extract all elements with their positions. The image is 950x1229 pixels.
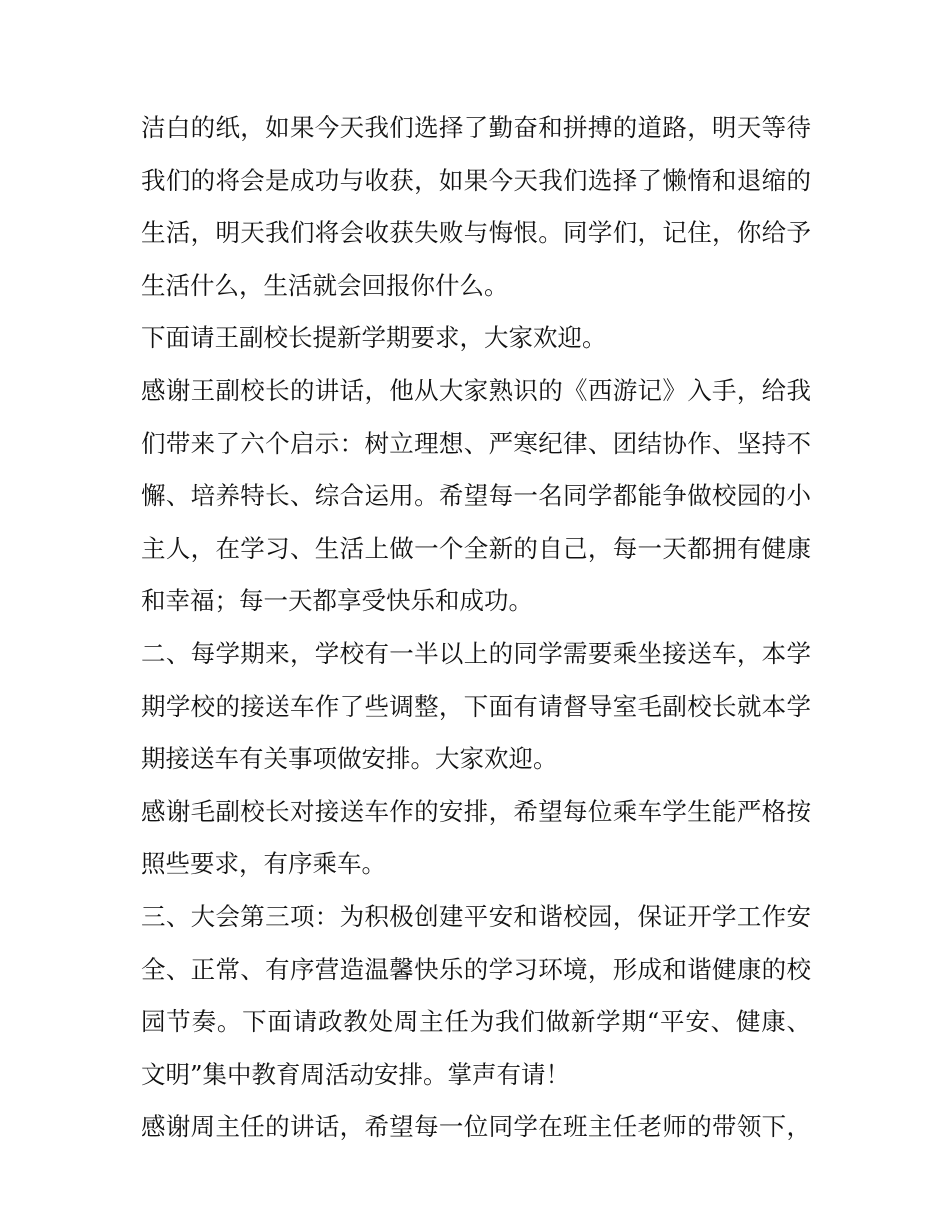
text-line: 感谢周主任的讲话，希望每一位同学在班主任老师的带领下， (141, 1112, 811, 1142)
text-line: 三、大会第三项：为积极创建平安和谐校园，保证开学工作安 (141, 901, 811, 931)
text-line: 下面请王副校长提新学期要求，大家欢迎。 (141, 323, 607, 353)
text-line: 我们的将会是成功与收获，如果今天我们选择了懒惰和退缩的 (141, 165, 811, 195)
text-line: 照些要求，有序乘车。 (141, 849, 386, 879)
document-body (141, 102, 811, 1154)
text-line: 感谢王副校长的讲话，他从大家熟识的《西游记》入手，给我 (141, 375, 811, 405)
text-line: 期学校的接送车作了些调整，下面有请督导室毛副校长就本学 (141, 691, 811, 721)
text-line: 们带来了六个启示：树立理想、严寒纪律、团结协作、坚持不 (141, 428, 811, 458)
text-line: 全、正常、有序营造温馨快乐的学习环境，形成和谐健康的校 (141, 954, 811, 984)
text-line: 生活，明天我们将会收获失败与悔恨。同学们，记住，你给予 (141, 218, 811, 248)
text-line: 洁白的纸，如果今天我们选择了勤奋和拼搏的道路，明天等待 (141, 113, 811, 142)
text-line: 和幸福；每一天都享受快乐和成功。 (141, 586, 533, 616)
text-line: 生活什么，生活就会回报你什么。 (141, 270, 509, 300)
text-line: 园节奏。下面请政教处周主任为我们做新学期“平安、健康、 (141, 1007, 811, 1037)
text-line: 文明”集中教育周活动安排。掌声有请！ (141, 1059, 571, 1089)
text-line: 主人，在学习、生活上做一个全新的自己，每一天都拥有健康 (141, 533, 811, 563)
text-line: 二、每学期来，学校有一半以上的同学需要乘坐接送车，本学 (141, 638, 811, 668)
text-line: 期接送车有关事项做安排。大家欢迎。 (141, 744, 558, 774)
text-line: 感谢毛副校长对接送车作的安排，希望每位乘车学生能严格按 (141, 796, 811, 826)
text-line: 懈、培养特长、综合运用。希望每一名同学都能争做校园的小 (141, 481, 811, 511)
